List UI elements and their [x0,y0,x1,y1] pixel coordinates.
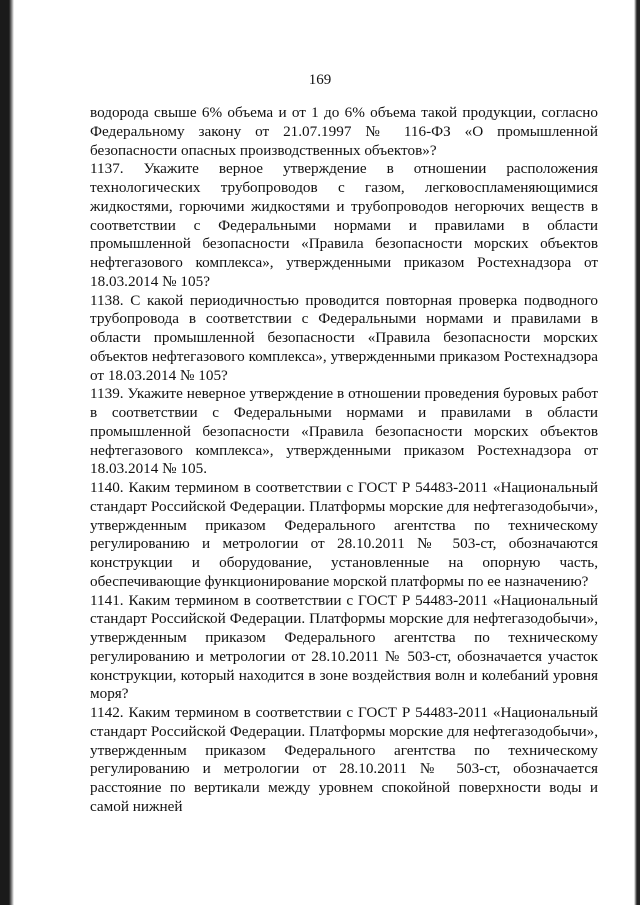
question-1140: 1140. Каким термином в соответствии с ГОСТ Р 54483-2011 «Национальный стандарт Российской Федерации. Платформы морские для нефтегазодобычи», утвержденным приказом Федерального агентства по техническому регулированию и метрологии от 28.10.2011 № 503-ст, обозначаются конструкции и оборудование, установленные на опорную часть, обеспечивающие функционирование морской платформы по ее назначению? [90,479,598,590]
question-1139: 1139. Укажите неверное утверждение в отношении проведения буровых работ в соответствии с Федеральными нормами и правилами в области промышленной безопасности «Правила безопасности морских объектов нефтегазового комплекса», утвержденными приказом Ростехнадзора от 18.03.2014 № 105. [90,385,598,478]
question-1142: 1142. Каким термином в соответствии с ГОСТ Р 54483-2011 «Национальный стандарт Российской Федерации. Платформы морские для нефтегазодобычи», утвержденным приказом Федерального агентства по техническому регулированию и метрологии от 28.10.2011 № 503-ст, обозначается расстояние по вертикали между уровнем спокойной поверхности воды и самой нижней [90,704,598,815]
question-1141: 1141. Каким термином в соответствии с ГОСТ Р 54483-2011 «Национальный стандарт Российской Федерации. Платформы морские для нефтегазодобычи», утвержденным приказом Федерального агентства по техническому регулированию и метрологии от 28.10.2011 № 503-ст, обозначается участок конструкции, который находится в зоне воздействия волн и колебаний уровня моря? [90,591,598,703]
document-body [90,104,598,817]
question-1137: 1137. Укажите верное утверждение в отношении расположения технологических трубопроводов с газом, легковоспламеняющимися жидкостями, горючими жидкостями и трубопроводов негорючих веществ в соответствии с Федеральными нормами и правилами в области промышленной безопасности «Правила безопасности морских объектов нефтегазового комплекса», утвержденными приказом Ростехнадзора от 18.03.2014 № 105? [90,160,598,290]
question-1138: 1138. С какой периодичностью проводится повторная проверка подводного трубопровода в соответствии с Федеральными нормами и правилами в области промышленной безопасности «Правила безопасности морских объектов нефтегазового комплекса», утвержденными приказом Ростехнадзора от 18.03.2014 № 105? [90,291,598,384]
scan-right-edge [634,0,640,905]
scan-left-edge [0,0,14,905]
page-number: 169 [308,72,332,88]
paragraph-continuation: водорода свыше 6% объема и от 1 до 6% объема такой продукции, согласно Федеральному закону от 21.07.1997 № 116-ФЗ «О промышленной безопасности опасных производственных объектов»? [90,104,598,159]
